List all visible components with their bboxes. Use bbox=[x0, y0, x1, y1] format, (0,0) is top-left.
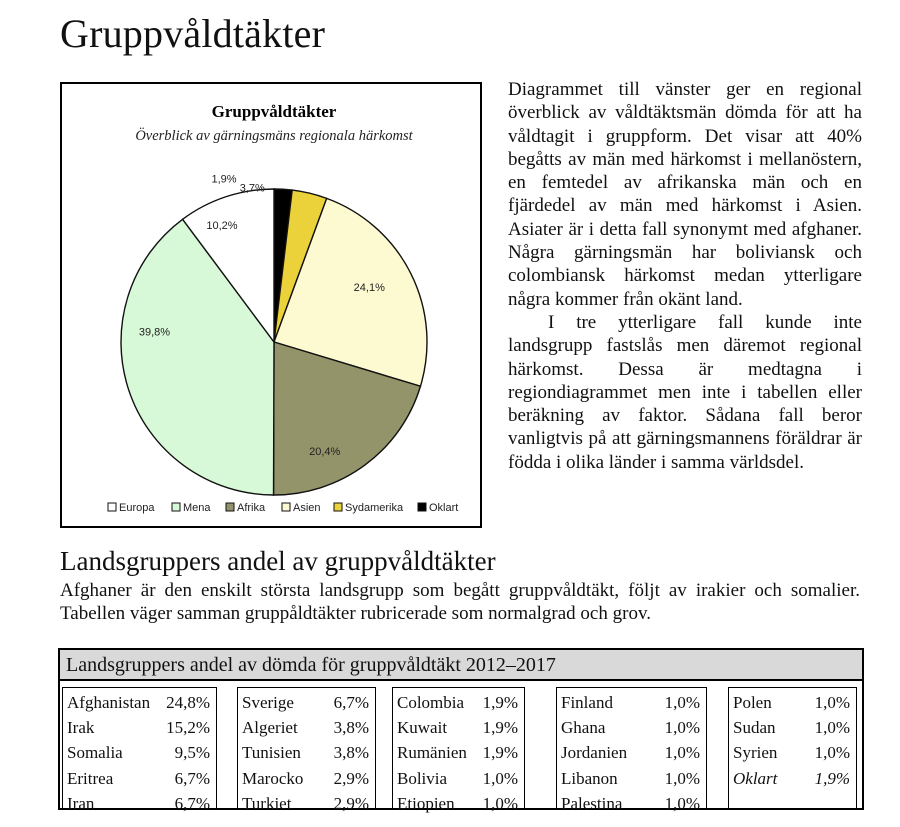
legend-item-sydamerika bbox=[334, 502, 404, 514]
legend-swatch-europa bbox=[108, 503, 116, 511]
country-share: 1,0% bbox=[664, 718, 700, 738]
country-name: Marocko bbox=[242, 768, 304, 788]
table-row bbox=[238, 740, 375, 765]
body-paragraph-2: I tre ytterligare fall kunde inte landsgrupp fastslås men däremot regional härkomst. Dessa är medtagna i regiondiagrammet men inte i tabellen eller beräkning av faktor. Sådana fall beror vanligtvis på att gärningsmannens föräldrar är födda i olika länder i samma världsdel. bbox=[508, 311, 862, 473]
table-row bbox=[238, 766, 375, 791]
country-share: 1,0% bbox=[814, 718, 850, 738]
country-share: 15,2% bbox=[166, 718, 210, 738]
country-name: Sverige bbox=[242, 693, 294, 712]
country-share: 1,0% bbox=[482, 768, 518, 788]
country-share: 1,0% bbox=[664, 693, 700, 712]
country-name: Irak bbox=[67, 718, 95, 738]
slice-label-afrika: 20,4% bbox=[309, 445, 341, 458]
legend-item-afrika bbox=[226, 502, 266, 514]
country-name: Turkiet bbox=[242, 793, 292, 813]
country-share: 3,8% bbox=[333, 718, 369, 738]
slice-label-oklart: 1,9% bbox=[211, 173, 237, 186]
body-text bbox=[508, 78, 862, 474]
chart-subtitle: Överblick av gärningsmäns regionala härkomst bbox=[135, 128, 413, 144]
country-name: Finland bbox=[561, 693, 613, 712]
table-caption: Landsgruppers andel av dömda för gruppvåldtäkt 2012–2017 bbox=[60, 650, 862, 681]
legend-item-oklart bbox=[418, 502, 458, 514]
table-row bbox=[729, 690, 856, 715]
country-name: Afghanistan bbox=[67, 693, 151, 712]
legend-swatch-oklart bbox=[418, 503, 426, 511]
country-name: Algeriet bbox=[242, 718, 298, 738]
legend-label-asien: Asien bbox=[293, 502, 321, 514]
legend-swatch-mena bbox=[172, 503, 180, 511]
table-row bbox=[393, 690, 524, 715]
country-name: Syrien bbox=[733, 743, 778, 763]
legend-label-oklart: Oklart bbox=[429, 502, 459, 514]
legend-label-sydamerika: Sydamerika bbox=[345, 502, 404, 514]
pie-chart bbox=[62, 84, 480, 526]
table-row bbox=[238, 715, 375, 740]
section-heading: Landsgruppers andel av gruppvåldtäkter bbox=[60, 546, 496, 576]
legend-item-mena bbox=[172, 502, 211, 514]
country-name: Somalia bbox=[67, 743, 123, 763]
table-row bbox=[729, 766, 856, 791]
chart-title: Gruppvåldtäkter bbox=[211, 102, 337, 121]
country-name: Colombia bbox=[397, 693, 465, 712]
country-share: 1,0% bbox=[664, 768, 700, 788]
table-row bbox=[238, 690, 375, 715]
country-name: Rumänien bbox=[397, 743, 467, 763]
legend-label-mena: Mena bbox=[183, 502, 211, 514]
country-share: 1,0% bbox=[664, 793, 700, 813]
table-row bbox=[63, 766, 216, 791]
country-share: 1,9% bbox=[482, 743, 518, 763]
table-column-3 bbox=[392, 687, 525, 813]
legend-swatch-asien bbox=[282, 503, 290, 511]
section-text: Afghaner är den enskilt största landsgrupp som begått gruppvåldtäkt, följt av irakier och somalier. Tabellen väger samman gruppåldtäkter rubricerade som normalgrad och grov. bbox=[60, 580, 860, 625]
country-name: Etiopien bbox=[397, 793, 455, 813]
table-row bbox=[393, 740, 524, 765]
country-share: 6,7% bbox=[174, 793, 210, 813]
country-name: Polen bbox=[733, 693, 772, 712]
country-name: Tunisien bbox=[242, 743, 301, 763]
country-name: Kuwait bbox=[397, 718, 448, 738]
table-column-5 bbox=[728, 687, 857, 810]
slice-label-europa: 10,2% bbox=[206, 220, 238, 233]
country-share: 1,9% bbox=[482, 693, 518, 712]
country-name: Palestina bbox=[561, 793, 623, 813]
table-row bbox=[557, 740, 706, 765]
table-row bbox=[557, 715, 706, 740]
table-row bbox=[63, 791, 216, 816]
table-column-4 bbox=[556, 687, 707, 813]
legend-label-europa: Europa bbox=[119, 502, 155, 514]
table-row bbox=[557, 690, 706, 715]
legend-swatch-afrika bbox=[226, 503, 234, 511]
country-name: Iran bbox=[67, 793, 95, 813]
table-row bbox=[557, 766, 706, 791]
country-share: 2,9% bbox=[333, 768, 369, 788]
table-row bbox=[557, 791, 706, 816]
legend-label-afrika: Afrika bbox=[237, 502, 266, 514]
country-share: 1,0% bbox=[482, 793, 518, 813]
table-row bbox=[238, 791, 375, 816]
country-name: Oklart bbox=[733, 768, 778, 788]
table-row bbox=[63, 740, 216, 765]
slice-label-mena: 39,8% bbox=[138, 326, 171, 339]
table-column-1 bbox=[62, 687, 217, 813]
country-share: 1,9% bbox=[814, 768, 850, 788]
country-name: Bolivia bbox=[397, 768, 448, 788]
country-share: 9,5% bbox=[174, 743, 210, 763]
country-share: 1,0% bbox=[664, 743, 700, 763]
body-paragraph-1: Diagrammet till vänster ger en regional överblick av våldtäktsmän dömda för att ha våldtagit i gruppform. Det visar att 40% begåtts av män med härkomst i mellanöstern, en femtedel av afrikanska män och en fjärdedel av män med härkomst i Asien. Asiater är i detta fall synonymt med afghaner. Några gärningsmän har boliviansk och colombiansk härkomst medan ytterligare några kommer från okänt land. bbox=[508, 79, 862, 310]
table-row bbox=[393, 715, 524, 740]
legend-swatch-sydamerika bbox=[334, 503, 342, 511]
table-column-2 bbox=[237, 687, 376, 813]
pie-chart-frame bbox=[60, 82, 482, 528]
country-share: 6,7% bbox=[333, 693, 369, 712]
country-name: Libanon bbox=[561, 768, 618, 788]
country-name: Ghana bbox=[561, 718, 606, 738]
table-row bbox=[63, 715, 216, 740]
table-row bbox=[729, 715, 856, 740]
table-row bbox=[393, 766, 524, 791]
country-name: Eritrea bbox=[67, 768, 114, 788]
country-share: 24,8% bbox=[166, 693, 210, 712]
country-share: 1,0% bbox=[814, 693, 850, 712]
slice-label-sydamerika: 3,7% bbox=[239, 182, 265, 195]
slice-label-asien: 24,1% bbox=[353, 282, 385, 294]
country-share-table bbox=[58, 648, 864, 813]
legend-item-europa bbox=[108, 502, 155, 514]
table-row bbox=[63, 690, 216, 715]
country-share: 1,9% bbox=[482, 718, 518, 738]
country-name: Sudan bbox=[733, 718, 776, 738]
table-row bbox=[393, 791, 524, 816]
country-share: 3,8% bbox=[333, 743, 369, 763]
table-row bbox=[729, 740, 856, 765]
country-share: 6,7% bbox=[174, 768, 210, 788]
legend-item-asien bbox=[282, 502, 321, 514]
page-title: Gruppvåldtäkter bbox=[60, 11, 326, 56]
country-share: 1,0% bbox=[814, 743, 850, 763]
country-name: Jordanien bbox=[561, 743, 628, 763]
country-share: 2,9% bbox=[333, 793, 369, 813]
